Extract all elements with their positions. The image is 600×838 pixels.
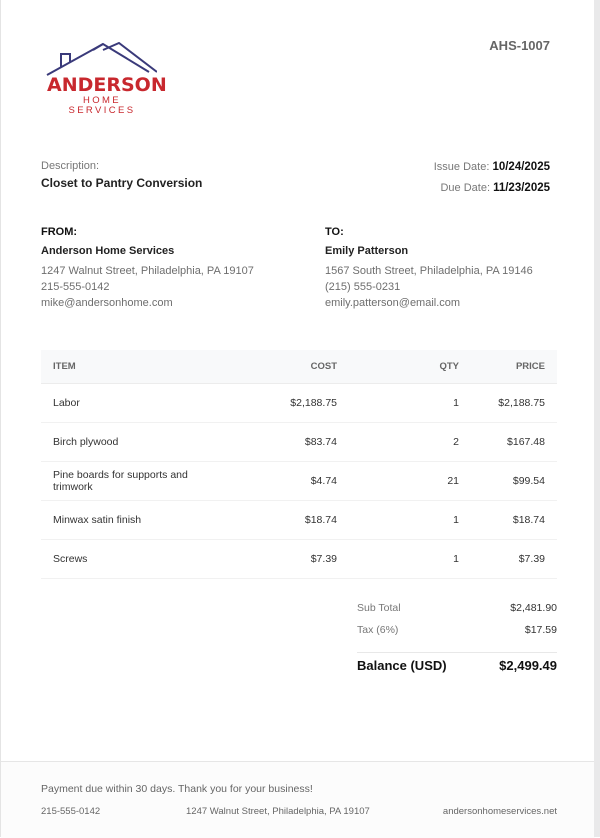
to-phone: (215) 555-0231: [325, 281, 401, 293]
due-date-row: [434, 181, 550, 202]
column-header-cost: COST: [225, 350, 349, 384]
brand-tagline: HOME SERVICES: [68, 95, 136, 116]
cell-cost: $18.74: [225, 501, 349, 540]
balance-label: Balance (USD): [357, 658, 447, 673]
to-header: TO:: [325, 226, 344, 238]
to-section: [325, 226, 533, 311]
subtotal-value: $2,481.90: [510, 602, 557, 614]
from-address: 1247 Walnut Street, Philadelphia, PA 19107: [41, 265, 254, 277]
table-row: [41, 384, 557, 423]
cell-item: Birch plywood: [41, 423, 225, 462]
column-header-item: ITEM: [41, 350, 225, 384]
column-header-qty: QTY: [349, 350, 471, 384]
to-address: 1567 South Street, Philadelphia, PA 19146: [325, 265, 533, 277]
balance-value: $2,499.49: [499, 658, 557, 673]
cell-item: Labor: [41, 384, 225, 423]
cell-price: $99.54: [471, 462, 557, 501]
description-label: Description:: [41, 160, 100, 172]
table-row: [41, 423, 557, 462]
totals-divider: [357, 652, 557, 653]
payment-note: Payment due within 30 days. Thank you for your business!: [41, 783, 313, 795]
house-roof-icon: [45, 42, 157, 76]
cell-qty: 2: [349, 423, 471, 462]
issue-date-label: Issue Date:: [433, 161, 490, 173]
to-name: Emily Patterson: [325, 245, 409, 257]
from-phone: 215-555-0142: [41, 281, 110, 293]
to-email: emily.patterson@email.com: [325, 297, 461, 309]
cell-price: $2,188.75: [471, 384, 557, 423]
tax-row: [357, 622, 557, 644]
cell-item: Pine boards for supports and trimwork: [41, 462, 225, 501]
cell-price: $167.48: [471, 423, 557, 462]
subtotal-label: Sub Total: [357, 602, 401, 614]
issue-date-row: [434, 160, 550, 181]
company-logo: [45, 42, 167, 116]
cell-item: Screws: [41, 540, 225, 579]
table-row: [41, 462, 557, 501]
cell-cost: $83.74: [225, 423, 349, 462]
from-section: [41, 226, 254, 311]
due-date-value: 11/23/2025: [493, 182, 550, 194]
invoice-number: AHS-1007: [489, 38, 550, 53]
line-items-table: [41, 350, 557, 579]
balance-row: [357, 658, 557, 673]
cell-qty: 1: [349, 501, 471, 540]
cell-cost: $2,188.75: [225, 384, 349, 423]
cell-price: $18.74: [471, 501, 557, 540]
footer-address: 1247 Walnut Street, Philadelphia, PA 19107: [186, 806, 370, 817]
from-header: FROM:: [41, 226, 78, 238]
cell-price: $7.39: [471, 540, 557, 579]
due-date-label: Due Date:: [440, 182, 491, 194]
table-row: [41, 540, 557, 579]
footer-website: andersonhomeservices.net: [442, 806, 557, 817]
from-email: mike@andersonhome.com: [41, 297, 173, 309]
table-header-row: [41, 350, 557, 384]
brand-name: ANDERSON: [47, 74, 167, 96]
tax-value: $17.59: [524, 624, 557, 636]
issue-date-value: 10/24/2025: [492, 161, 550, 173]
cell-cost: $7.39: [225, 540, 349, 579]
subtotal-row: [357, 600, 557, 622]
tax-label: Tax (6%): [357, 624, 399, 636]
cell-item: Minwax satin finish: [41, 501, 225, 540]
cell-cost: $4.74: [225, 462, 349, 501]
totals-section: [357, 600, 557, 673]
description-value: Closet to Pantry Conversion: [41, 176, 203, 190]
invoice-footer: [1, 761, 595, 838]
column-header-price: PRICE: [471, 350, 557, 384]
cell-qty: 1: [349, 384, 471, 423]
from-name: Anderson Home Services: [41, 245, 175, 257]
invoice-dates: [434, 160, 550, 202]
viewer-scrollbar-track[interactable]: [594, 0, 600, 837]
cell-qty: 21: [349, 462, 471, 501]
table-row: [41, 501, 557, 540]
footer-phone: 215-555-0142: [41, 806, 101, 817]
cell-qty: 1: [349, 540, 471, 579]
